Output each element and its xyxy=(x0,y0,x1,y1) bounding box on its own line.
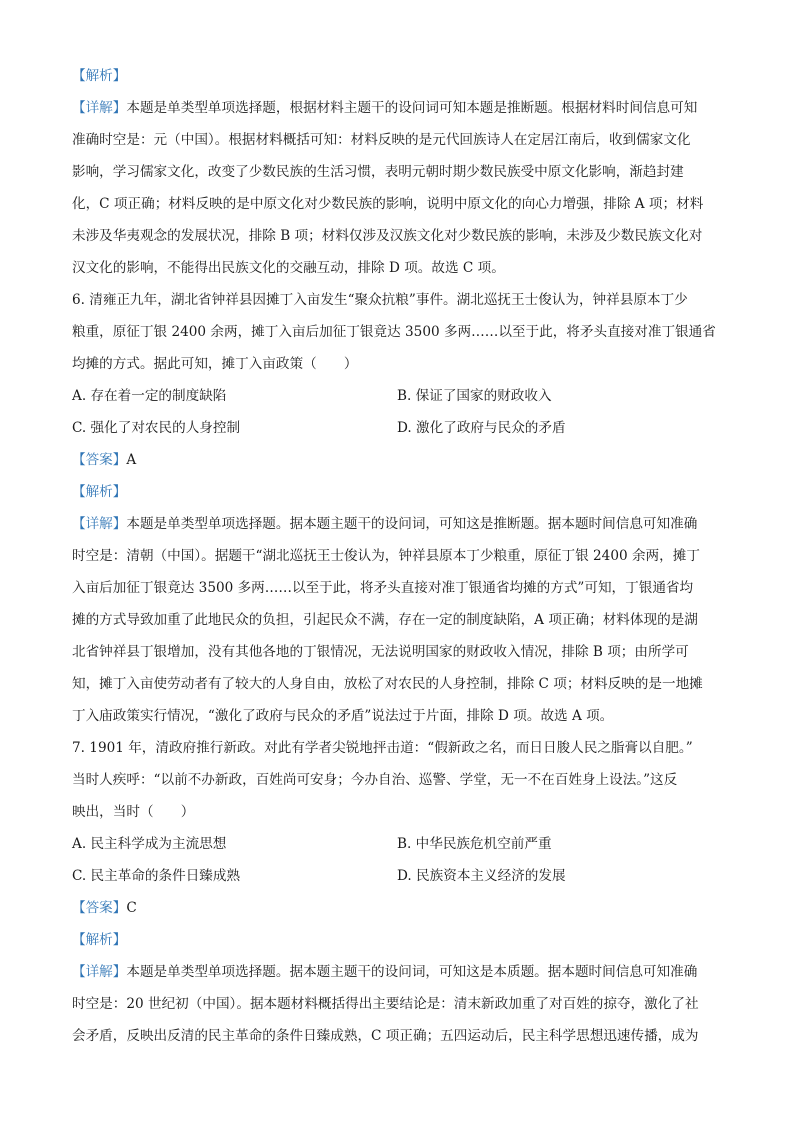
question-line: 6. 清雍正九年，湖北省钟祥县因摊丁入亩发生“聚众抗粮”事件。湖北巡抚王士俊认为，钟祥县原本丁少 xyxy=(72,292,688,308)
question-line: 7. 1901 年，清政府推行新政。对此有学者尖锐地抨击道：“假新政之名，而日日朘人民之脂膏以自肥。” xyxy=(72,740,693,756)
detail-line: 知，摊丁入亩使劳动者有了较大的人身自由，放松了对农民的人身控制，排除 C 项；材料反映的是一地摊 xyxy=(72,676,703,692)
option-c: C. 民主革命的条件日臻成熟 xyxy=(72,868,241,884)
answer-line: 【答案】C xyxy=(72,900,137,916)
option-d: D. 激化了政府与民众的矛盾 xyxy=(397,420,566,436)
detail-line: 会矛盾，反映出反清的民主革命的条件日臻成熟，C 项正确；五四运动后，民主科学思想迅速传播，成为 xyxy=(72,1028,699,1044)
option-c: C. 强化了对农民的人身控制 xyxy=(72,420,241,436)
option-b: B. 中华民族危机空前严重 xyxy=(397,836,552,852)
option-b: B. 保证了国家的财政收入 xyxy=(397,388,552,404)
detail-line: 汉文化的影响，不能得出民族文化的交融互动，排除 D 项。故选 C 项。 xyxy=(72,260,505,276)
analysis-heading: 【解析】 xyxy=(72,484,127,500)
detail-line: 【详解】本题是单类型单项选择题。据本题主题干的设问词，可知这是本质题。据本题时间信息可知准确 xyxy=(72,964,698,980)
question-line: 映出，当时（ ） xyxy=(72,804,195,820)
detail-line: 北省钟祥县丁银增加，没有其他各地的丁银情况，无法说明国家的财政收入情况，排除 B 项；由所学可 xyxy=(72,644,689,660)
detail-line: 入亩后加征丁银竟达 3500 多两……以至于此，将矛头直接对准丁银通省均摊的方式”可知，丁银通省均 xyxy=(72,580,694,596)
answer-line: 【答案】A xyxy=(72,452,137,468)
option-a: A. 民主科学成为主流思想 xyxy=(72,836,227,852)
detail-line: 时空是：20 世纪初（中国）。据本题材料概括得出主要结论是：清末新政加重了对百姓的掠夺，激化了社 xyxy=(72,996,699,1012)
detail-line: 丁入庙政策实行情况，“激化了政府与民众的矛盾”说法过于片面，排除 D 项。故选 A 项。 xyxy=(72,708,614,724)
detail-line: 未涉及华夷观念的发展状况，排除 B 项；材料仅涉及汉族文化对少数民族的影响，未涉及少数民族文化对 xyxy=(72,228,703,244)
detail-line: 时空是：清朝（中国）。据题干“湖北巡抚王士俊认为，钟祥县原本丁少粮重，原征丁银 2400 余两，摊丁 xyxy=(72,548,700,564)
option-a: A. 存在着一定的制度缺陷 xyxy=(72,388,227,404)
question-line: 粮重，原征丁银 2400 余两，摊丁入亩后加征丁银竟达 3500 多两……以至于此，将矛头直接对准丁银通省 xyxy=(72,324,716,340)
option-d: D. 民族资本主义经济的发展 xyxy=(397,868,566,884)
detail-line: 化，C 项正确；材料反映的是中原文化对少数民族的影响，说明中原文化的向心力增强，排除 A 项；材料 xyxy=(72,196,704,212)
question-line: 当时人疾呼：“以前不办新政，百姓尚可安身；今办自治、巡警、学堂，无一不在百姓身上设法。”这反 xyxy=(72,772,678,788)
detail-line: 摊的方式导致加重了此地民众的负担，引起民众不满，存在一定的制度缺陷，A 项正确；材料体现的是湖 xyxy=(72,612,698,628)
analysis-heading: 【解析】 xyxy=(72,68,127,84)
detail-line: 【详解】本题是单类型单项选择题。据本题主题干的设问词，可知这是推断题。据本题时间信息可知准确 xyxy=(72,516,698,532)
detail-line: 准确时空是：元（中国）。根据材料概括可知：材料反映的是元代回族诗人在定居江南后，收到儒家文化 xyxy=(72,132,691,148)
analysis-heading: 【解析】 xyxy=(72,932,127,948)
detail-line: 影响，学习儒家文化，改变了少数民族的生活习惯，表明元朝时期少数民族受中原文化影响，渐趋封建 xyxy=(72,164,684,180)
detail-line: 【详解】本题是单类型单项选择题，根据材料主题干的设问词可知本题是推断题。根据材料时间信息可知 xyxy=(72,100,698,116)
question-line: 均摊的方式。据此可知，摊丁入亩政策（ ） xyxy=(72,356,358,372)
